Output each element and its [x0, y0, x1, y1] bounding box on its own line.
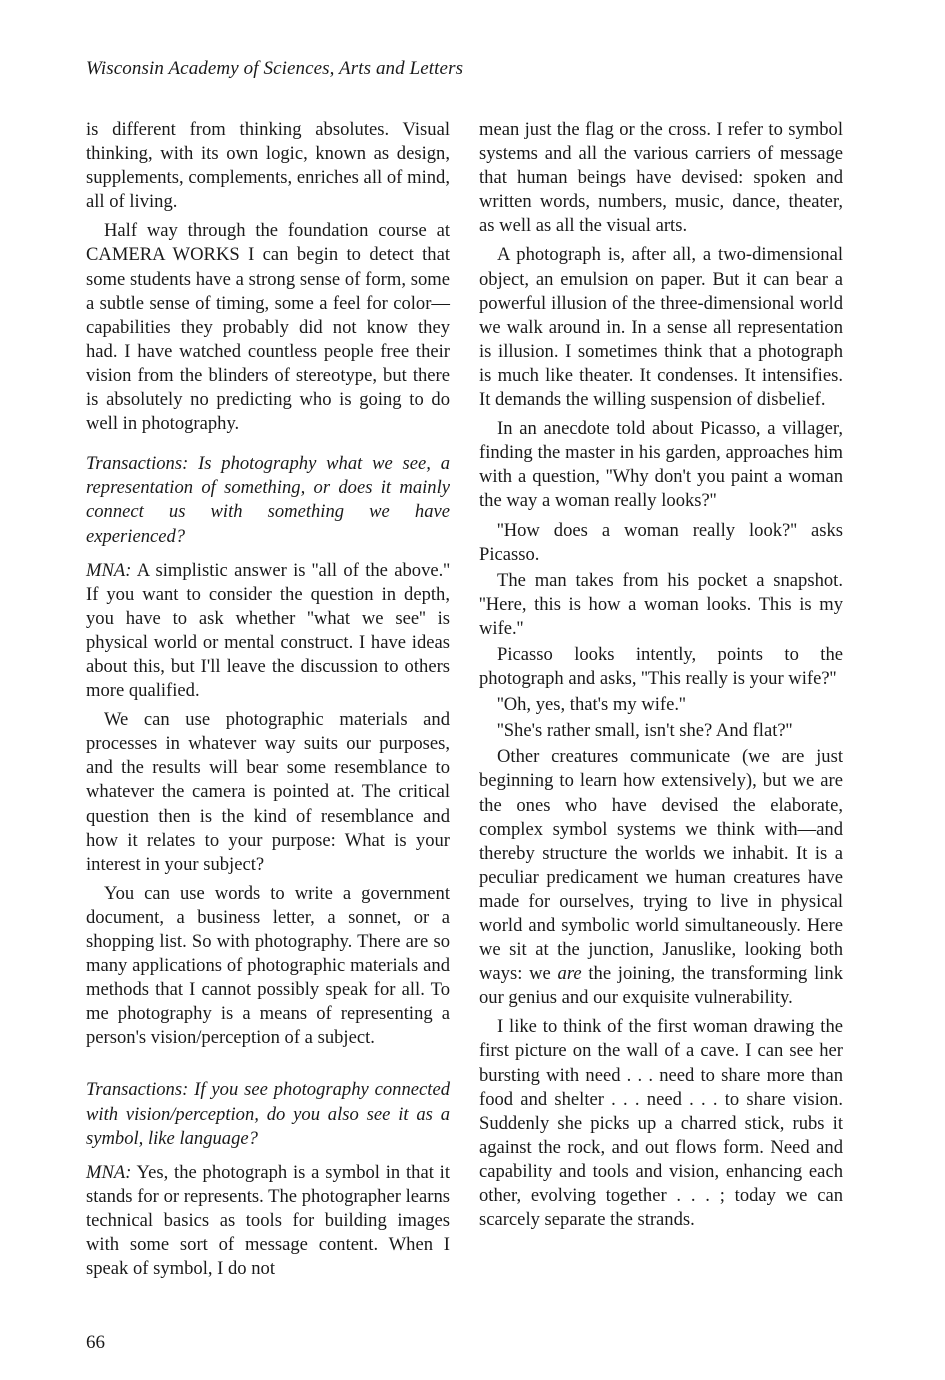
interview-question: Transactions: Is photography what we see, a representation of something, or does it mainly connect us with something we have experienced?: [86, 453, 450, 547]
paragraph: [479, 745, 843, 1010]
page-number: 66: [86, 1332, 105, 1353]
right-column: [479, 118, 843, 1237]
running-head: Wisconsin Academy of Sciences, Arts and Letters: [86, 58, 464, 79]
paragraph: In an anecdote told about Picasso, a villager, finding the master in his garden, approaches him with a question, ''Why don't you paint a woman the way a woman really looks?'': [479, 418, 843, 512]
paragraph: is different from thinking absolutes. Visual thinking, with its own logic, known as design, supplements, complements, enriches all of mind, all of living.: [86, 119, 450, 213]
speaker-label: MNA:: [86, 1161, 132, 1183]
emphasis: are: [557, 963, 582, 985]
speaker-label: MNA:: [86, 559, 132, 581]
interview-answer: [86, 1161, 450, 1281]
paragraph: ''How does a woman really look?'' asks Picasso.: [479, 519, 843, 565]
text-run: Other creatures communicate (we are just beginning to learn how extensively), but we are the ones who have devised the elaborate, complex symbol systems we think with—and thereby structure the worlds we inhabit. It is a peculiar predicament we human creatures have made for ourselves, trying to live in physical world and symbolic world simultaneously. Here we sit at the junction, Januslike, looking both ways: we: [479, 746, 843, 985]
paragraph: Half way through the foundation course at CAMERA WORKS I can begin to detect that some students have a strong sense of form, some a subtle sense of timing, some a feel for color—capabilities they probably did not know they had. I have watched countless people free their vision from the blinders of stereotype, but there is absolutely no predicting who is going to do well in photography.: [86, 220, 450, 435]
paragraph: The man takes from his pocket a snapshot. ''Here, this is how a woman looks. This is my wife.'': [479, 569, 843, 639]
answer-text: A simplistic answer is ''all of the above.'' If you want to consider the question in depth, you have to ask whether ''what we see'' is physical world or mental construct. I have ideas about this, but I'll leave the discussion to others more qualified.: [86, 559, 450, 702]
left-column: [86, 118, 450, 1286]
interview-answer: [86, 559, 450, 704]
answer-text: Yes, the photograph is a symbol in that it stands for or represents. The photographer learns technical basics as tools for building images with some sort of message content. When I speak of symbol, I do not: [86, 1161, 450, 1280]
paragraph: Picasso looks intently, points to the photograph and asks, ''This really is your wife?'': [479, 643, 843, 690]
paragraph: You can use words to write a government document, a business letter, a sonnet, or a shopping list. So with photography. There are so many applications of photographic materials and methods that I cannot possibly speak for all. To me photography is a means of representing a person's vision/perception of a subject.: [86, 882, 450, 1049]
interview-question: Transactions: If you see photography connected with vision/perception, do you also see it as a symbol, like language?: [86, 1079, 450, 1149]
paragraph: We can use photographic materials and processes in whatever way suits our purposes, and the results will bear some resemblance to whatever the camera is pointed at. The critical question then is the kind of resemblance and how it relates to your purpose: What is your interest in your subject?: [86, 709, 450, 875]
text-run: the joining, the transforming link our genius and our exquisite vulnerability.: [479, 963, 843, 1009]
paragraph: ''Oh, yes, that's my wife.'': [497, 694, 686, 716]
paragraph: mean just the flag or the cross. I refer to symbol systems and all the various carriers of message that human beings have devised: spoken and written words, numbers, music, dance, theater, as well as all the visual arts.: [479, 119, 843, 237]
paragraph: A photograph is, after all, a two-dimensional object, an emulsion on paper. But it can bear a powerful illusion of the three-dimensional world we walk around in. In a sense all representation is illusion. I sometimes think that a photograph is much like theater. It condenses. It intensifies. It demands the willing suspension of disbelief.: [479, 244, 843, 411]
paragraph: I like to think of the first woman drawing the first picture on the wall of a cave. I can see her bursting with need . . . need to share more than food and shelter . . . need . . . to share vision. Suddenly she picks up a charred stick, rubs it against the rock, and out flows form. Need and capability and tools and vision, enhancing each other, evolving together . . . ; today we can scarcely separate the strands.: [479, 1016, 843, 1231]
paragraph: ''She's rather small, isn't she? And flat?'': [497, 720, 793, 742]
